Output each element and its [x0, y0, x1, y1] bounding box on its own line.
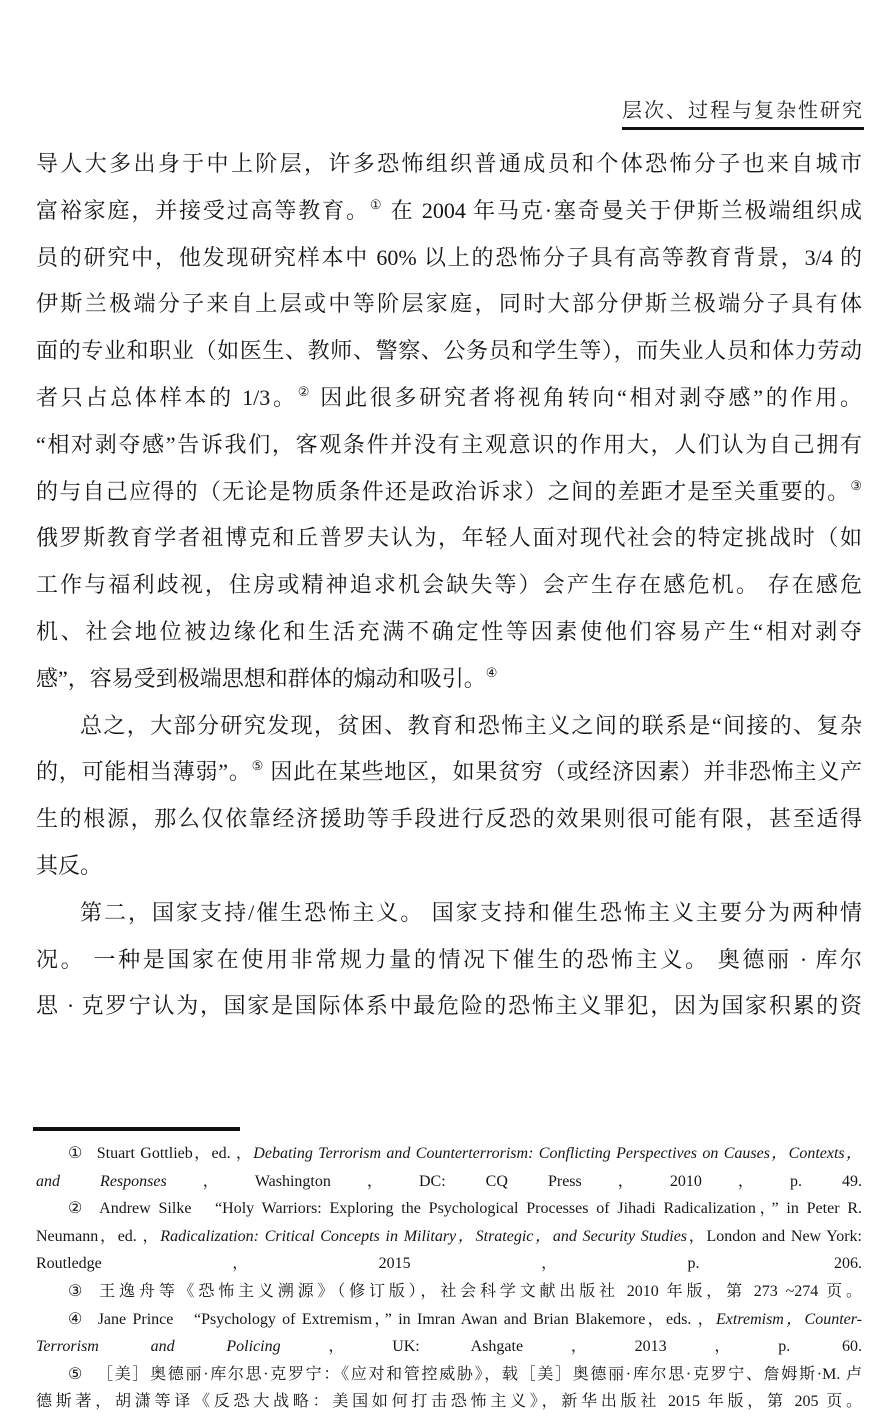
text-run: 富裕家庭，并接受过高等教育。	[36, 197, 370, 223]
body-text-line	[36, 749, 862, 796]
footnote-ref-superscript: ③	[850, 477, 862, 493]
text-run: Neumann，ed. ，	[36, 1227, 161, 1245]
text-run: Stuart Gottlieb，ed. ，	[96, 1145, 254, 1162]
text-run: 机、社会地位被边缘化和生活充满不确定性等因素使他们容易产生“相对剥夺	[36, 618, 862, 644]
body-text-line	[36, 188, 862, 235]
footnote-ref-superscript: ④	[485, 664, 498, 680]
text-run: “相对剥夺感”告诉我们，客观条件并没有主观意识的作用大，人们认为自己拥有	[36, 431, 862, 457]
body-text-line	[36, 703, 862, 750]
running-header	[622, 94, 864, 130]
footnote-separator	[33, 1127, 240, 1131]
text-run: and Responses	[36, 1172, 167, 1190]
body-text-line	[36, 796, 862, 843]
paragraph	[36, 703, 862, 890]
text-run: 生的根源，那么仅依靠经济援助等手段进行反恐的效果则很可能有限，甚至适得	[36, 806, 862, 832]
footnote-ref-superscript: ⑤	[251, 758, 265, 774]
text-run: 的与自己应得的（无论是物质条件还是政治诉求）之间的差距才是至关重要的。	[36, 478, 851, 504]
text-run: ，UK: Ashgate，2013，p. 60.	[280, 1338, 862, 1356]
text-run: ，Washington，DC: CQ Press，2010，p. 49.	[166, 1172, 862, 1190]
footnotes	[36, 1140, 862, 1416]
body-text-line	[36, 422, 862, 469]
body-text-line	[36, 469, 862, 516]
text-run: 因此很多研究者将视角转向“相对剥夺感”的作用。	[312, 384, 862, 410]
text-run: Extremism，Counter-	[716, 1310, 862, 1328]
footnote-marker: ②	[68, 1200, 87, 1218]
text-run: 工作与福利歧视，住房或精神追求机会缺失等）会产生存在感危机。 存在感危	[36, 572, 862, 598]
text-run: 的，可能相当薄弱”。	[36, 759, 252, 785]
footnote-line	[36, 1140, 862, 1168]
body-text-line	[36, 937, 862, 984]
footnote-ref-superscript: ②	[297, 383, 313, 399]
footnote-line	[36, 1333, 862, 1361]
text-run: 者只占总体样本的 1/3。	[36, 384, 298, 410]
text-run: 感”，容易受到极端思想和群体的煽动和吸引。	[36, 665, 486, 691]
text-run: ，London and New York:	[687, 1227, 862, 1245]
text-run: 导人大多出身于中上阶层，许多恐怖组织普通成员和个体恐怖分子也来自城市	[36, 151, 862, 176]
footnote-line	[36, 1278, 862, 1306]
footnote-marker: ④	[68, 1310, 85, 1328]
footnote-line	[36, 1168, 862, 1196]
text-run: 在 2004 年马克·塞奇曼关于伊斯兰极端组织成	[383, 197, 862, 223]
text-run: Debating Terrorism and Counterterrorism: Conflicting Perspectives on Causes，Contexts，	[253, 1145, 862, 1162]
text-run: Terrorism and Policing	[36, 1338, 281, 1356]
footnote-marker: ⑤	[68, 1365, 85, 1383]
paragraph	[36, 141, 862, 703]
text-run: 员的研究中，他发现研究样本中 60% 以上的恐怖分子具有高等教育背景，3/4 的	[36, 244, 862, 270]
text-run: Routledge，2015，p. 206.	[36, 1255, 862, 1273]
footnote-item	[36, 1195, 862, 1278]
body-text-line	[36, 515, 862, 562]
body-text	[36, 141, 862, 1030]
body-text-line	[36, 656, 862, 703]
body-text-line	[36, 562, 862, 609]
text-run: 德斯著，胡潇等译《反恐大战略：美国如何打击恐怖主义》，新华出版社 2015 年版，第 205 页。	[36, 1393, 862, 1411]
footnote-item	[36, 1278, 862, 1306]
footnote-item	[36, 1140, 862, 1195]
footnote-marker: ①	[68, 1145, 84, 1162]
body-text-line	[36, 281, 862, 328]
footnote-line	[36, 1361, 862, 1389]
text-run: 其反。	[36, 852, 103, 878]
text-run: 面的专业和职业（如医生、教师、警察、公务员和学生等），而失业人员和体力劳动	[36, 338, 862, 364]
body-text-line	[36, 843, 862, 890]
body-text-line	[36, 328, 862, 375]
footnote-line	[36, 1195, 862, 1223]
text-run: Jane Prince “Psychology of Extremism，” in Imran Awan and Brian Blakemore，eds. ，	[97, 1310, 717, 1328]
text-run: 总之，大部分研究发现，贫困、教育和恐怖主义之间的联系是“间接的、复杂	[80, 712, 862, 738]
text-run: 俄罗斯教育学者祖博克和丘普罗夫认为，年轻人面对现代社会的特定挑战时（如	[36, 525, 862, 551]
footnote-ref-superscript: ①	[369, 196, 384, 212]
footnote-item	[36, 1306, 862, 1361]
footnote-marker: ③	[68, 1282, 87, 1300]
footnote-line	[36, 1250, 862, 1278]
text-run: 第二，国家支持/催生恐怖主义。 国家支持和催生恐怖主义主要分为两种情	[80, 899, 862, 925]
running-header-title: 层次、过程与复杂性研究	[622, 100, 864, 122]
body-text-line	[36, 609, 862, 656]
text-run: 况。 一种是国家在使用非常规力量的情况下催生的恐怖主义。 奥德丽 · 库尔	[36, 946, 862, 972]
paragraph	[36, 890, 862, 1030]
text-run: 因此在某些地区，如果贫穷（或经济因素）并非恐怖主义产	[264, 759, 862, 785]
text-run: Andrew Silke “Holy Warriors: Exploring the Psychological Processes of Jihadi Radicalization，” in Peter R.	[99, 1200, 862, 1218]
body-text-line	[36, 890, 862, 937]
text-run: 思 · 克罗宁认为，国家是国际体系中最危险的恐怖主义罪犯，因为国家积累的资	[36, 993, 862, 1019]
text-run: ［美］奥德丽·库尔思·克罗宁：《应对和管控威胁》，载［美］奥德丽·库尔思·克罗宁、詹姆斯·M. 卢	[97, 1365, 862, 1383]
body-text-line	[36, 141, 862, 188]
body-text-line	[36, 375, 862, 422]
footnote-line	[36, 1388, 862, 1416]
text-run: 王逸舟等《恐怖主义溯源》（修订版），社会科学文献出版社 2010 年版，第 273 ~274 页。	[99, 1282, 862, 1300]
footnote-item	[36, 1361, 862, 1416]
text-run: 伊斯兰极端分子来自上层或中等阶层家庭，同时大部分伊斯兰极端分子具有体	[36, 291, 862, 317]
body-text-line	[36, 235, 862, 282]
body-text-line	[36, 983, 862, 1030]
footnote-line	[36, 1306, 862, 1334]
text-run: Radicalization: Critical Concepts in Military，Strategic，and Security Studies	[160, 1227, 688, 1245]
footnote-line	[36, 1223, 862, 1251]
